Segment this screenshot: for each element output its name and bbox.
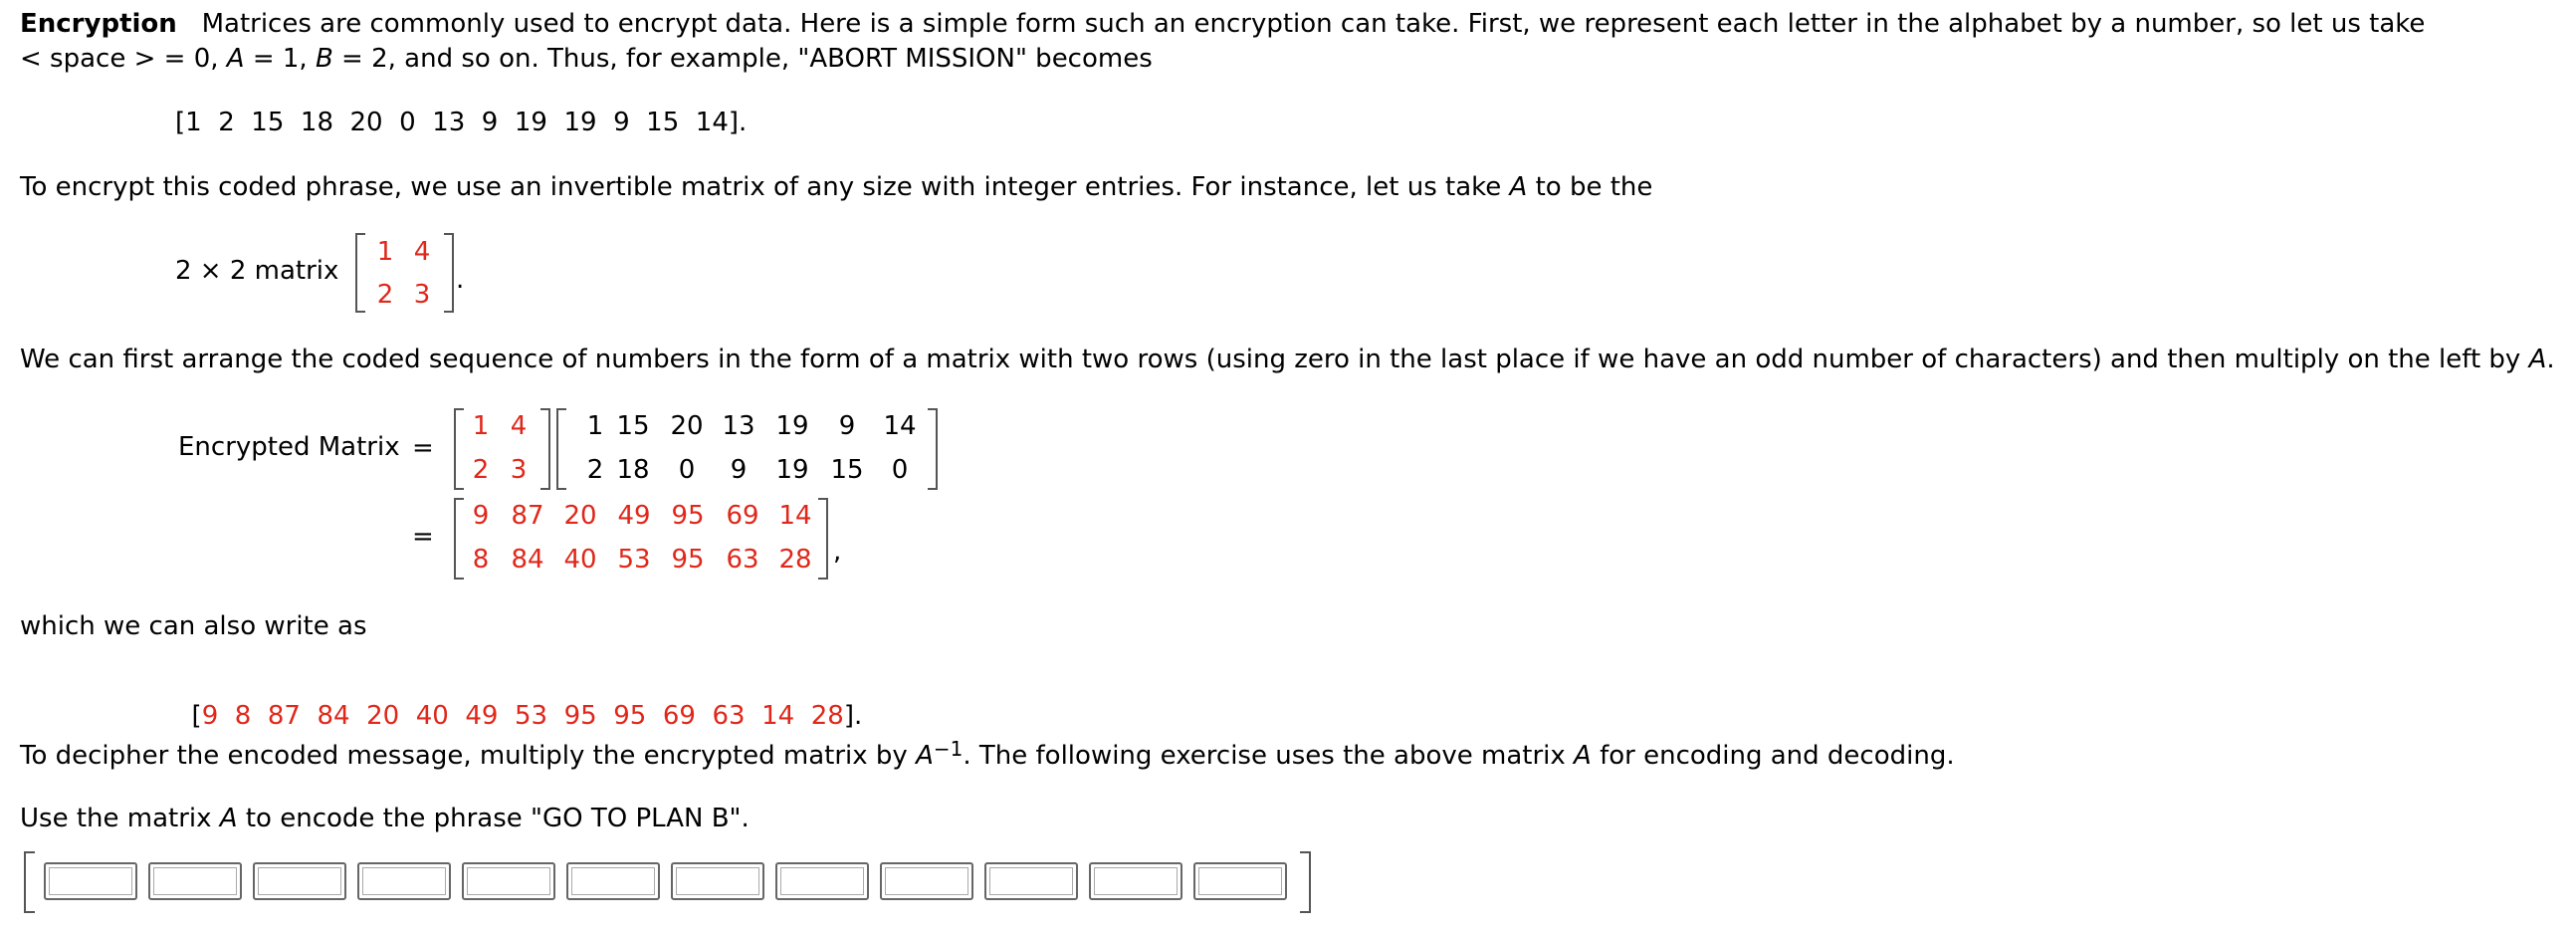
para-arrange-post: .	[2546, 345, 2555, 374]
answer-input-2[interactable]	[148, 862, 242, 900]
right-bracket	[540, 408, 550, 490]
intro-line-2	[20, 46, 1153, 72]
message-matrix-cell: 15	[616, 411, 650, 441]
right-bracket	[444, 233, 454, 313]
encrypted-value: 28	[810, 701, 844, 731]
equals-sign: =	[412, 433, 434, 463]
answer-input-4[interactable]	[357, 862, 451, 900]
encrypted-value: 84	[317, 701, 350, 731]
var-a: A	[916, 741, 934, 771]
var-b: B	[315, 44, 333, 74]
para-decipher-post: for encoding and decoding.	[1591, 741, 1955, 771]
var-a: A	[1509, 172, 1528, 202]
intro-tail: = 2, and so on. Thus, for example, "ABORT MISSION" becomes	[332, 44, 1153, 74]
left-bracket	[355, 233, 365, 313]
matrix-a-cell: 1	[472, 411, 490, 441]
answer-input-3[interactable]	[253, 862, 346, 900]
result-matrix-cell: 8	[472, 545, 490, 575]
encrypted-value: 87	[267, 701, 301, 731]
task-prompt	[20, 806, 750, 831]
answer-input-11[interactable]	[1089, 862, 1182, 900]
answer-input-12[interactable]	[1193, 862, 1287, 900]
encrypted-values	[202, 701, 844, 731]
message-matrix-cell: 0	[891, 455, 909, 485]
encrypted-label: Encrypted Matrix	[178, 432, 400, 462]
answer-input-10[interactable]	[984, 862, 1078, 900]
matrix-a-cell: 3	[413, 280, 431, 310]
matrix-a-cell: 3	[510, 455, 528, 485]
var-a: A	[1574, 741, 1592, 771]
para-arrange-pre: We can first arrange the coded sequence of numbers in the form of a matrix with two rows (using zero in the last place if we have an odd number of characters) and then multiply on the left by	[20, 345, 2529, 374]
para-invertible-pre: To encrypt this coded phrase, we use an invertible matrix of any size with integer entries. For instance, let us take	[20, 172, 1510, 202]
matrix-a-cell: 4	[413, 237, 431, 267]
message-matrix-cell: 14	[883, 411, 917, 441]
open-bracket: [	[191, 701, 202, 731]
encrypted-value: 95	[613, 701, 647, 731]
right-bracket	[818, 498, 828, 580]
period: .	[456, 265, 465, 295]
result-matrix-cell: 95	[671, 501, 705, 531]
var-a: A	[2528, 345, 2547, 374]
var-a: A	[219, 804, 238, 833]
intro-line-1	[20, 11, 2425, 37]
encrypted-sequence	[175, 677, 862, 729]
message-matrix-cell: 9	[730, 455, 748, 485]
matrix-a-cell: 1	[376, 237, 394, 267]
answer-input-9[interactable]	[880, 862, 973, 900]
matrix-a-cell: 4	[510, 411, 528, 441]
var-a: A	[226, 44, 245, 74]
message-matrix-cell: 20	[670, 411, 704, 441]
encrypted-value: 95	[563, 701, 597, 731]
equals-sign: =	[412, 522, 434, 552]
answer-input-8[interactable]	[775, 862, 869, 900]
para-decipher	[20, 737, 1955, 771]
task-pre: Use the matrix	[20, 804, 220, 833]
encrypted-value: 49	[465, 701, 499, 731]
section-heading: Encryption	[20, 9, 177, 39]
left-bracket	[454, 408, 464, 490]
answer-input-6[interactable]	[566, 862, 660, 900]
intro-text: Matrices are commonly used to encrypt data. Here is a simple form such an encryption can take. First, we represent each letter in the alphabet by a number, so let us take	[201, 9, 2426, 39]
encrypted-value: 69	[662, 701, 696, 731]
right-bracket	[1300, 851, 1311, 913]
message-matrix-cell: 2	[586, 455, 604, 485]
result-matrix-cell: 49	[617, 501, 651, 531]
matrix-label: 2 × 2 matrix	[175, 256, 339, 286]
right-bracket	[928, 408, 938, 490]
close-bracket: ].	[843, 701, 863, 731]
encrypted-value: 14	[761, 701, 795, 731]
message-matrix-cell: 15	[830, 455, 864, 485]
encrypted-value: 63	[712, 701, 746, 731]
para-also: which we can also write as	[20, 611, 367, 641]
message-matrix-cell: 18	[616, 455, 650, 485]
encrypted-value: 20	[366, 701, 400, 731]
result-matrix-cell: 9	[472, 501, 490, 531]
result-matrix-cell: 28	[778, 545, 812, 575]
result-matrix-cell: 14	[778, 501, 812, 531]
encrypted-value: 9	[201, 701, 219, 731]
result-matrix-cell: 87	[511, 501, 544, 531]
matrix-a-cell: 2	[472, 455, 490, 485]
encrypted-value: 8	[234, 701, 252, 731]
inverse-exponent: −1	[933, 737, 964, 761]
comma: ,	[833, 537, 842, 567]
left-bracket	[556, 408, 566, 490]
message-matrix-cell: 1	[586, 411, 604, 441]
encrypted-value: 53	[514, 701, 548, 731]
message-matrix-cell: 13	[722, 411, 755, 441]
para-decipher-pre: To decipher the encoded message, multiply the encrypted matrix by	[20, 741, 917, 771]
result-matrix-cell: 40	[563, 545, 597, 575]
answer-input-7[interactable]	[671, 862, 764, 900]
intro-space-def: < space > = 0,	[20, 44, 227, 74]
result-matrix-cell: 63	[726, 545, 759, 575]
answer-input-5[interactable]	[462, 862, 555, 900]
result-matrix-cell: 84	[511, 545, 544, 575]
coded-sequence: [1 2 15 18 20 0 13 9 19 19 9 15 14].	[175, 108, 748, 137]
matrix-a-cell: 2	[376, 280, 394, 310]
intro-eq-a: = 1,	[244, 44, 316, 74]
answer-input-1[interactable]	[44, 862, 137, 900]
result-matrix-cell: 20	[563, 501, 597, 531]
result-matrix-cell: 53	[617, 545, 651, 575]
para-decipher-mid: . The following exercise uses the above matrix	[963, 741, 1575, 771]
left-bracket	[24, 851, 35, 913]
message-matrix-cell: 19	[775, 455, 809, 485]
message-matrix-cell: 9	[838, 411, 856, 441]
result-matrix-cell: 95	[671, 545, 705, 575]
task-post: to encode the phrase "GO TO PLAN B".	[237, 804, 750, 833]
para-invertible	[20, 174, 1652, 200]
message-matrix-cell: 0	[678, 455, 696, 485]
message-matrix-cell: 19	[775, 411, 809, 441]
para-invertible-post: to be the	[1527, 172, 1653, 202]
result-matrix-cell: 69	[726, 501, 759, 531]
encrypted-value: 40	[415, 701, 449, 731]
para-arrange	[20, 347, 2555, 372]
